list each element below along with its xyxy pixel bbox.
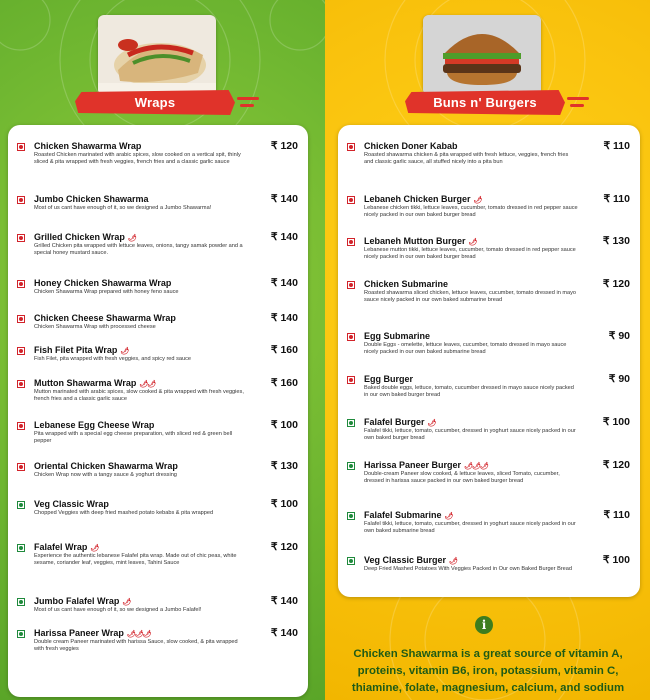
nonveg-mark-icon — [347, 143, 355, 151]
item-name-text: Honey Chicken Shawarma Wrap — [34, 278, 172, 288]
nonveg-mark-icon — [17, 234, 25, 242]
item-name-text: Fish Filet Pita Wrap — [34, 345, 118, 355]
banner-streak — [240, 104, 254, 107]
veg-mark-icon — [17, 630, 25, 638]
item-name — [34, 194, 149, 204]
item-price: ₹ 140 — [270, 231, 298, 243]
item-price: ₹ 100 — [270, 498, 298, 510]
nonveg-mark-icon — [17, 347, 25, 355]
nonveg-mark-icon — [17, 463, 25, 471]
nonveg-mark-icon — [17, 143, 25, 151]
item-name-text: Egg Burger — [364, 374, 414, 384]
wrap-photo — [98, 15, 216, 95]
section-title: Wraps — [134, 95, 176, 110]
item-price: ₹ 120 — [602, 278, 630, 290]
chili-icon: 🌶 — [427, 420, 436, 427]
item-description: Pita wrapped with a special egg cheese preparation, with sliced red & green bell pepper — [34, 431, 233, 444]
burger-photo-illustration — [423, 15, 541, 95]
chili-icon: 🌶 — [473, 197, 482, 204]
burgers-menu-card — [338, 125, 640, 597]
item-price: ₹ 110 — [603, 193, 630, 205]
item-description: Double-cream Paneer slow cooked, & lettuce leaves, sliced Tomato, cucumber, dressed in harissa sauce packed in our own baked burger bread — [364, 471, 560, 484]
item-name — [34, 232, 136, 242]
item-name — [364, 555, 457, 565]
item-price: ₹ 100 — [602, 554, 630, 566]
item-description: Experience the authentic lebanese Falafel pita wrap. Made out of chic peas, white sesame, coriander leaf, veggies, mint leaves, Tahini Sauce — [34, 553, 237, 566]
chili-icon: 🌶 — [468, 239, 477, 246]
item-description: Double Eggs - omelette, lettuce leaves, cucumber, tomato dressed in mayo sauce nicely packed in our own baked submarine bread — [364, 342, 567, 355]
item-price: ₹ 130 — [602, 235, 630, 247]
nonveg-mark-icon — [347, 333, 355, 341]
item-price: ₹ 140 — [270, 595, 298, 607]
item-name-text: Harissa Paneer Burger — [364, 460, 462, 470]
item-description: Deep Fried Mashed Potatoes With Veggies Packed in Our own Baked Burger Bread — [364, 566, 573, 572]
item-name-text: Falafel Submarine — [364, 510, 442, 520]
chili-icon: 🌶 — [449, 558, 457, 565]
item-price: ₹ 160 — [270, 344, 298, 356]
item-name — [34, 345, 128, 355]
veg-mark-icon — [347, 557, 355, 565]
item-name — [34, 542, 98, 552]
item-price: ₹ 100 — [602, 416, 630, 428]
item-name-text: Jumbo Chicken Shawarma — [34, 194, 149, 204]
item-name-text: Harissa Paneer Wrap — [34, 628, 124, 638]
item-description: Fish Filet, pita wrapped with fresh veggies, and spicy red sauce — [34, 356, 192, 362]
item-name-text: Oriental Chicken Shawarma Wrap — [34, 461, 178, 471]
chili-icon: 🌶 — [90, 545, 99, 552]
item-name — [364, 374, 413, 384]
item-name — [34, 628, 151, 638]
item-name-text: Chicken Shawarma Wrap — [34, 141, 142, 151]
item-description: Mutton marinated with arabic spices, slow cooked & pita wrapped with fresh veggies, french fries and a classic garlic sauce — [34, 389, 244, 402]
item-description: Chopped Veggies with deep fried mashed potato kebabs & pita wrapped — [34, 510, 214, 516]
item-name-text: Falafel Burger — [364, 417, 425, 427]
item-price: ₹ 90 — [608, 330, 630, 342]
item-name-text: Veg Classic Wrap — [34, 499, 109, 509]
item-price: ₹ 140 — [270, 193, 298, 205]
item-price: ₹ 120 — [270, 140, 298, 152]
item-name-text: Jumbo Falafel Wrap — [34, 596, 120, 606]
item-name — [34, 461, 178, 471]
chili-icon: 🌶 — [444, 513, 453, 520]
item-price: ₹ 140 — [270, 627, 298, 639]
item-description: Grilled Chicken pita wrapped with lettuce leaves, onions, tangy samak powder and a special honey mustard sauce. — [34, 243, 243, 256]
item-price: ₹ 120 — [270, 541, 298, 553]
item-description: Most of us cant have enough of it, so we designed a Jumbo Falafel! — [34, 607, 202, 613]
item-price: ₹ 140 — [270, 312, 298, 324]
item-name — [34, 499, 109, 509]
nonveg-mark-icon — [17, 380, 25, 388]
nonveg-mark-icon — [17, 196, 25, 204]
banner-streak — [570, 104, 584, 107]
burger-photo — [423, 15, 541, 95]
item-price: ₹ 160 — [270, 377, 298, 389]
item-name — [364, 194, 481, 204]
item-name — [364, 460, 488, 470]
nonveg-mark-icon — [347, 281, 355, 289]
item-name-text: Chicken Submarine — [364, 279, 449, 289]
item-name-text: Veg Classic Burger — [364, 555, 447, 565]
banner-streak — [567, 97, 589, 100]
veg-mark-icon — [17, 598, 25, 606]
item-price: ₹ 110 — [603, 509, 630, 521]
veg-mark-icon — [17, 501, 25, 509]
item-name — [364, 279, 448, 289]
item-name — [34, 313, 176, 323]
info-icon: i — [475, 616, 493, 634]
chili-icon: 🌶🌶🌶 — [464, 463, 488, 470]
nonveg-mark-icon — [17, 280, 25, 288]
item-name-text: Lebanese Egg Cheese Wrap — [34, 420, 155, 430]
item-name-text: Grilled Chicken Wrap — [34, 232, 125, 242]
item-description: Falafel tikki, lettuce, tomato, cucumber, dressed in yoghurt sauce nicely packed in our own baked submarine bread — [364, 521, 576, 534]
item-description: Lebanese chicken tikki, lettuce leaves, cucumber, tomato dressed in red pepper sauce nicely packed in our own baked burger bread — [364, 205, 578, 218]
item-name — [34, 141, 141, 151]
item-price: ₹ 130 — [270, 460, 298, 472]
veg-mark-icon — [17, 544, 25, 552]
nonveg-mark-icon — [347, 238, 355, 246]
item-description: Chicken Shawarma Wrap with processed cheese — [34, 324, 156, 330]
chili-icon: 🌶🌶 — [139, 381, 156, 388]
nutrition-fact: Chicken Shawarma is a great source of vitamin A, proteins, vitamin B6, iron, potassium, vitamin C, thiamine, folate, magnesium, calcium, and sodium — [351, 648, 625, 694]
item-name — [34, 278, 171, 288]
section-title: Buns n' Burgers — [433, 95, 537, 110]
item-price: ₹ 120 — [602, 459, 630, 471]
item-price: ₹ 140 — [270, 277, 298, 289]
item-description: Most of us cant have enough of it, so we designed a Jumbo Shawarma! — [34, 205, 212, 211]
banner-streak — [237, 97, 259, 100]
item-description: Double cream Paneer marinated with harissa Sauce, slow cooked, & pita wrapped with fresh veggies — [34, 639, 238, 652]
item-name — [364, 417, 435, 427]
item-price: ₹ 110 — [603, 140, 630, 152]
item-price: ₹ 100 — [270, 419, 298, 431]
nonveg-mark-icon — [17, 315, 25, 323]
item-name — [364, 236, 476, 246]
item-name-text: Egg Submarine — [364, 331, 431, 341]
item-description: Falafel tikki, lettuce, tomato, cucumber, dressed in yoghurt sauce nicely packed in our own baked burger bread — [364, 428, 576, 441]
chili-icon: 🌶 — [127, 235, 136, 242]
item-name — [364, 510, 452, 520]
item-description: Roasted Chicken marinated with arabic spices, slow cooked on a vertical spit, thinly sliced & pita wrapped with fresh veggies, french fries and a classic garlic sauce — [34, 152, 241, 165]
wraps-banner — [75, 90, 235, 115]
nonveg-mark-icon — [17, 422, 25, 430]
veg-mark-icon — [347, 419, 355, 427]
veg-mark-icon — [347, 462, 355, 470]
item-name-text: Falafel Wrap — [34, 542, 88, 552]
veg-mark-icon — [347, 512, 355, 520]
chili-icon: 🌶 — [120, 348, 129, 355]
item-description: Lebanese mutton tikki, lettuce leaves, cucumber, tomato dressed in red pepper sauce nicely packed in our own baked burger bread — [364, 247, 576, 260]
item-description: Chicken Wrap now with a tangy sauce & yoghurt dressing — [34, 472, 177, 478]
nonveg-mark-icon — [347, 376, 355, 384]
item-description: Baked double eggs, lettuce, tomato, cucumber dressed in mayo sauce nicely packed in our own baked burger bread — [364, 385, 574, 398]
item-description: Roasted shawarma chicken & pita wrapped with fresh lettuce, veggies, french fries and classic garlic sauce, all stuffed nicely into a pita bun — [364, 152, 569, 165]
item-name-text: Lebaneh Chicken Burger — [364, 194, 471, 204]
item-name-text: Mutton Shawarma Wrap — [34, 378, 137, 388]
item-price: ₹ 90 — [608, 373, 630, 385]
item-name-text: Chicken Cheese Shawarma Wrap — [34, 313, 176, 323]
nonveg-mark-icon — [347, 196, 355, 204]
wraps-menu-card — [8, 125, 308, 697]
item-name — [364, 331, 430, 341]
item-name — [364, 141, 458, 151]
item-name — [34, 378, 155, 388]
item-name-text: Chicken Doner Kabab — [364, 141, 458, 151]
item-name — [34, 420, 154, 430]
chili-icon: 🌶 — [122, 599, 131, 606]
burgers-banner — [405, 90, 565, 115]
item-name-text: Lebaneh Mutton Burger — [364, 236, 466, 246]
chili-icon: 🌶🌶🌶 — [126, 631, 151, 638]
item-description: Roasted shawarma sliced chicken, lettuce leaves, cucumber, tomato dressed in mayo sauce nicely packed in our own baked submarine bread — [364, 290, 577, 303]
item-description: Chicken Shawarma Wrap prepared with honey feno sauce — [34, 289, 179, 295]
wrap-photo-illustration — [98, 15, 216, 95]
item-name — [34, 596, 130, 606]
